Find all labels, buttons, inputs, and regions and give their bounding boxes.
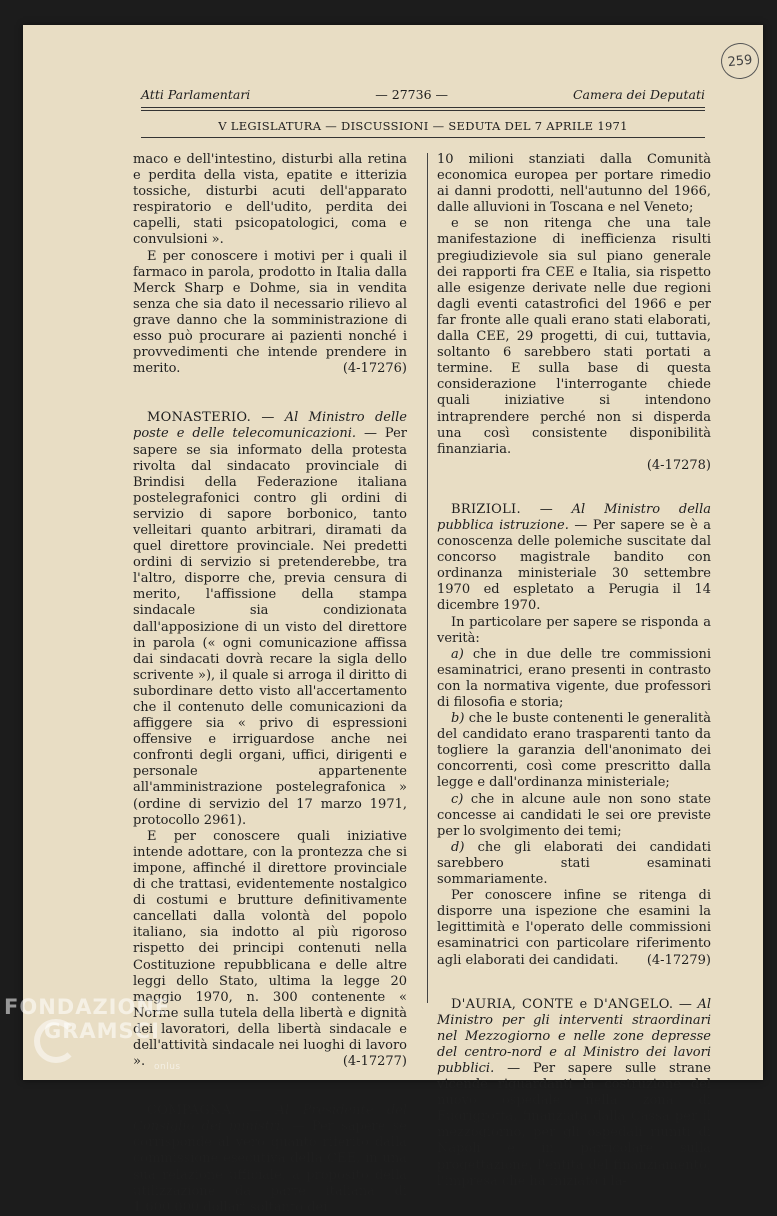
addressee: Al Ministro per gli interventi straordinari nel Mezzogiorno e nelle zone depresse del centro-nord e al Ministro dei lavori pubblici. [437, 996, 711, 1076]
paragraph: In particolare per sapere se risponda a verità: [437, 614, 711, 646]
paragraph-text: E per conoscere quali iniziative intende adottare, con la prontezza che si impone, affinché il direttore provinciale di che trattasi, evidentemente nostalgico di costumi e brutture definitivamente cancellati dalla volontà del popolo italiano, sia indotto al più rigoroso rispetto dei principi contenuti nella Costituzione repubblicana e delle altre leggi dello Stato, ultima la legge 20 maggio 1970, n. 300 contenente « Norme sulla tutela della libertà e dignità dei lavoratori, della libertà sindacale e dell'attività sindacale nei luoghi di lavoro ». [133, 828, 407, 1070]
list-item [437, 840, 711, 888]
watermark-line: onlus [154, 1062, 181, 1072]
list-label: d) [451, 839, 465, 855]
addressee: Al Ministro della pubblica istruzione. [437, 501, 711, 533]
paragraph: e se non ritenga che una tale manifestazione di inefficienza risulti pregiudizievole sia sul piano generale dei rapporti fra CEE e Italia, sia rispetto alle esigenze derivate nelle due regioni dagli eventi catastrofici del 1966 e per far fronte alle quali erano stati elaborati, dalla CEE, 29 progetti, di cui, tuttavia, soltanto 6 sarebbero stati portati a termine. E sulla base di questa considerazione l'interrogante chiede quali iniziative si intendono intraprendere perché non si disperda una così consistente disponibilità finanziaria. [437, 216, 711, 457]
watermark-line: GRAMSCI [44, 1019, 160, 1043]
archive-page-number: 259 [719, 41, 761, 81]
list-label: a) [451, 646, 464, 662]
question-dauria: D'AURIA, CONTE e D'ANGELO. — Al Ministro per gli interventi straordinari nel Mezzogiorno e nelle zone depresse del centro-nord e al Ministro dei lavori pubblici. — Per sapere sulle strane vicende riguardanti la costruzione del nuovo ospedale nella zona di Fuorigrotta, finanziata dalla Cassa per il mezzogiorno, per gli ospedali riuniti di Napoli e in particolare sulla progettazione, l'entità del finanziamento, l'impresa che ha iniziato i la- [437, 996, 711, 1189]
question-reference: (4-17279) [646, 952, 711, 968]
interrogant-name: D'AURIA, CONTE e D'ANGELO. [451, 996, 674, 1012]
list-item [437, 647, 711, 711]
header-publication: Atti Parlamentari [141, 87, 251, 102]
paragraph [133, 249, 407, 378]
document-page [23, 25, 763, 1215]
question-reference: (4-17278) [646, 457, 711, 473]
addressee: Al Presidente del Consiglio dei ministri. [133, 1103, 407, 1135]
paragraph-text: E per conoscere i motivi per i quali il farmaco in parola, prodotto in Italia dalla Merck Sharp e Dohme, sia in vendita senza che sia dato il necessario rilievo al grave danno che la somministrazione di esso può procurare ai pazienti nonché i provvedimenti che intende prendere in merito. [133, 248, 407, 377]
list-text: che le buste contenenti le generalità del candidato erano trasparenti tanto da togliere la garanzia dell'anonimato dei concorrenti, così come prescritto dalla legge e dall'ordinanza ministeriale; [437, 711, 711, 791]
watermark-line: FONDAZIONE [4, 995, 171, 1019]
list-label: b) [451, 711, 465, 727]
paragraph-text: Per conoscere infine se ritenga di disporre una ispezione che esamini la legittimità e l'operato delle commissioni esaminatrici con particolare riferimento agli elaborati dei candidati. [437, 888, 711, 968]
fondazione-gramsci-watermark [4, 995, 181, 1072]
question-reference-line [437, 458, 711, 474]
question-monasterio: MONASTERIO. — Al Ministro delle poste e delle telecomunicazioni. — Per sapere se sia informato della protesta rivolta dal sindacato provinciale di Brindisi della Federazione italiana postelegrafonici contro gli ordini di servizio di sapore borbonico, tanto velleitari quanto arbitrari, diramati da quel direttore provinciale. Nei predetti ordini di servizio si pretenderebbe, tra l'altro, disporre che, previa censura di merito, l'affissione della stampa sindacale sia condizionata dall'apposizione di un visto del direttore in parola (« ogni comunicazione affissa dai sindacati dovrà recare la sigla dello scrivente »), il quale si arroga il diritto di subordinare detto visto all'accertamento che il contenuto delle comunicazioni da affiggere sia « privo di espressioni offensive e irriguardose anche nei confronti degli organi, uffici, dirigenti e personale appartenente all'amministrazione postelegrafonica » (ordine di servizio del 17 marzo 1971, protocollo 2961). [133, 410, 407, 828]
paragraph-text: — Per sapere sulle strane vicende riguardanti la costruzione del nuovo ospedale nella zona di Fuorigrotta, finanziata dalla Cassa per il mezzogiorno, per gli ospedali riuniti di Napoli e in particolare sulla progettazione, l'entità del finanziamento, l'impresa che ha iniziato i la- [437, 1060, 711, 1189]
list-label: c) [451, 791, 464, 807]
question-compagna: COMPAGNA. — Al Presidente del Consiglio dei ministri. — Per sapere se corrisponde al vero quanto riferito dalla commissione esecutiva della CEE, in una sua relazione ufficiale, a proposito della utilizzazione da parte italiana di 1.600.000 dollari soltanto dei [133, 1103, 407, 1215]
paragraph-text: — Per sapere se è a conoscenza delle polemiche suscitate dal concorso magistrale bandito con ordinanza ministeriale 30 settembre 1970 ed espletato a Perugia il 14 dicembre 1970. [437, 517, 711, 614]
question-brizioli: BRIZIOLI. — Al Ministro della pubblica istruzione. — Per sapere se è a conoscenza delle polemiche suscitate dal concorso magistrale bandito con ordinanza ministeriale 30 settembre 1970 ed espletato a Perugia il 14 dicembre 1970. [437, 501, 711, 614]
list-text: che in alcune aule non sono state concesse ai candidati le sei ore previste per lo svolgimento dei temi; [437, 791, 711, 839]
list-text: che in due delle tre commissioni esaminatrici, erano presenti in contrasto con la normativa vigente, due professori di filosofia e storia; [437, 646, 711, 710]
session-line: V LEGISLATURA — DISCUSSIONI — SEDUTA DEL 7 APRILE 1971 [218, 119, 628, 133]
paragraph: 10 milioni stanziati dalla Comunità economica europea per portare rimedio ai danni prodotti, nell'autunno del 1966, dalle alluvioni in Toscana e nel Veneto; [437, 152, 711, 216]
watermark-logo-icon [34, 1019, 78, 1063]
header-rule [141, 107, 705, 108]
list-item [437, 711, 711, 791]
interrogant-name: COMPAGNA. [147, 1103, 236, 1119]
right-column [437, 152, 711, 1190]
question-reference: (4-17277) [342, 1054, 407, 1070]
session-rule [141, 137, 705, 138]
header-chamber: Camera dei Deputati [572, 87, 705, 102]
paragraph: maco e dell'intestino, disturbi alla retina e perdita della vista, epatite e itterizia tossiche, disturbi acuti dell'apparato respiratorio e dell'udito, perdita dei capelli, stati psicopatologici, coma e convulsioni ». [133, 152, 407, 248]
paragraph [437, 888, 711, 968]
interrogant-name: MONASTERIO. [147, 410, 252, 426]
paragraph-text: — Per sapere se sia informato della protesta rivolta dal sindacato provinciale di Brindisi della Federazione italiana postelegrafonici contro gli ordini di servizio di sapore borbonico, tanto velleitari quanto arbitrari, diramati da quel direttore provinciale. Nei predetti ordini di servizio si pretenderebbe, tra l'altro, disporre che, previa censura di merito, l'affissione della stampa sindacale sia condizionata dall'apposizione di un visto del direttore in parola (« ogni comunicazione affissa dai sindacati dovrà recare la sigla dello scrivente »), il quale si arroga il diritto di subordinare detto visto all'accertamento che il contenuto delle comunicazioni da affiggere sia « privo di espressioni offensive e irriguardose anche nei confronti degli organi, uffici, dirigenti e personale appartenente all'amministrazione postelegrafonica » (ordine di servizio del 17 marzo 1971, protocollo 2961). [133, 426, 407, 828]
addressee: Al Ministro delle poste e delle telecomunicazioni. [133, 410, 407, 442]
header-rule [141, 110, 705, 111]
column-divider [427, 153, 428, 1003]
list-item [437, 792, 711, 840]
question-reference: (4-17276) [342, 361, 407, 377]
paragraph [133, 829, 407, 1070]
paragraph-text: — Per sapere se corrisponde al vero quanto riferito dalla commissione esecutiva della CEE, in una sua relazione ufficiale, a proposito della utilizzazione da parte italiana di 1.600.000 dollari soltanto dei [133, 1119, 407, 1215]
header-page-number: — 27736 — [375, 87, 448, 102]
interrogant-name: BRIZIOLI. [451, 501, 521, 517]
running-head [141, 87, 705, 102]
list-text: che gli elaborati dei candidati sarebbero stati esaminati sommariamente. [437, 839, 711, 888]
